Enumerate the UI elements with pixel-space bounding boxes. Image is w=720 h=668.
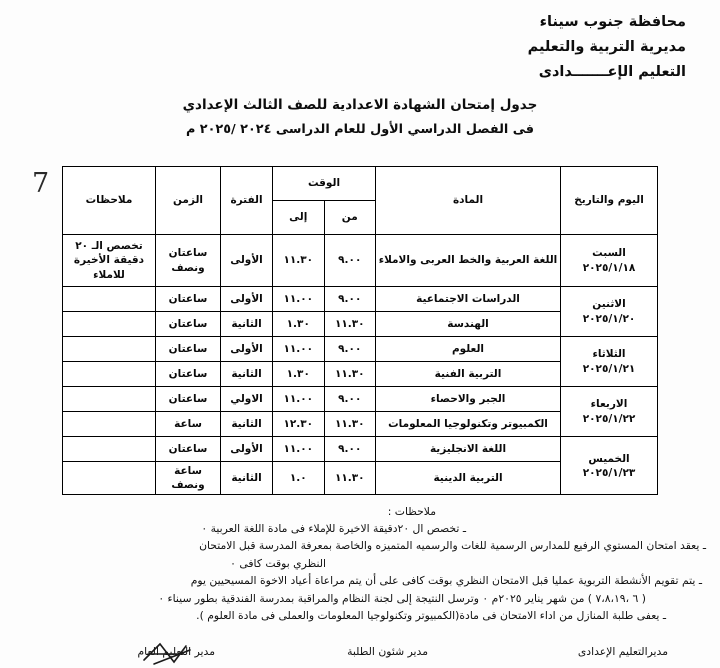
note-item-6: ـ يعفى طلبة المنازل من اداء الامتحان فى مادة(الكمبيوتر وتكنولوجيا المعلومات والعملى فى مادة العلوم ). bbox=[196, 609, 666, 623]
col-header-to: إلى bbox=[273, 201, 325, 235]
notes-section bbox=[14, 505, 706, 625]
day-date: ٢٠٢٥/١/١٨ bbox=[582, 261, 636, 274]
table-body bbox=[63, 235, 658, 495]
day-name: السبت bbox=[592, 247, 626, 260]
day-name: الثلاثاء bbox=[592, 348, 626, 361]
cell-period: الثانية bbox=[221, 362, 273, 387]
cell-note bbox=[63, 312, 156, 337]
day-date: ٢٠٢٥/١/٢٠ bbox=[582, 312, 636, 325]
cell-subject: اللغة الانجليزية bbox=[376, 437, 561, 462]
cell-duration: ساعة ونصف bbox=[156, 462, 221, 495]
cell-subject: الهندسة bbox=[376, 312, 561, 337]
cell-subject: العلوم bbox=[376, 337, 561, 362]
cell-duration: ساعتان bbox=[156, 362, 221, 387]
signature-prep-education-director: مديرالتعليم الإعدادى bbox=[577, 645, 668, 658]
cell-time-to: ١١.٠٠ bbox=[273, 287, 325, 312]
cell-time-to: ١١.٠٠ bbox=[273, 337, 325, 362]
letterhead-line-governorate: محافظة جنوب سيناء bbox=[539, 14, 686, 30]
cell-subject: الجبر والاحصاء bbox=[376, 387, 561, 412]
cell-time-from: ٩.٠٠ bbox=[324, 387, 376, 412]
cell-period: الأولى bbox=[221, 287, 273, 312]
col-header-duration: الزمن bbox=[156, 167, 221, 235]
cell-time-to: ١.٣٠ bbox=[273, 312, 325, 337]
cell-note: تخصص الـ ٢٠ دقيقة الأخيرة للاملاء bbox=[63, 235, 156, 287]
cell-period: الأولى bbox=[221, 235, 273, 287]
note-item-3: النظري بوقت كافى ٠ bbox=[230, 556, 326, 570]
day-name: الخميس bbox=[588, 452, 630, 465]
cell-time-to: ١١.٠٠ bbox=[273, 437, 325, 462]
cell-day-date bbox=[561, 387, 658, 437]
cell-duration: ساعتان bbox=[156, 312, 221, 337]
signature-student-affairs-director: مدير شئون الطلبة bbox=[347, 645, 428, 658]
signature-general-education-director: مدير التعليم العام bbox=[137, 645, 215, 658]
cell-subject: التربية الدينية bbox=[376, 462, 561, 495]
cell-subject: الكمبيوتر وتكنولوجيا المعلومات bbox=[376, 412, 561, 437]
note-item-4: ـ يتم تقويم الأنشطة التربوية عمليا قبل الامتحان النظري بوقت كافى على أن يتم مراعاة أعياد الاخوة المسيحيين يوم bbox=[190, 574, 702, 588]
day-date: ٢٠٢٥/١/٢١ bbox=[582, 362, 636, 375]
day-date: ٢٠٢٥/١/٢٢ bbox=[582, 412, 636, 425]
cell-note bbox=[63, 337, 156, 362]
cell-day-date bbox=[561, 235, 658, 287]
cell-time-from: ١١.٣٠ bbox=[324, 462, 376, 495]
cell-subject: التربية الفنية bbox=[376, 362, 561, 387]
cell-time-to: ١١.٣٠ bbox=[273, 235, 325, 287]
cell-note bbox=[63, 387, 156, 412]
cell-time-from: ٩.٠٠ bbox=[324, 235, 376, 287]
cell-day-date bbox=[561, 287, 658, 337]
cell-time-from: ٩.٠٠ bbox=[324, 337, 376, 362]
col-header-notes: ملاحظات bbox=[63, 167, 156, 235]
signature-footer bbox=[0, 626, 720, 664]
cell-note bbox=[63, 412, 156, 437]
cell-note bbox=[63, 437, 156, 462]
table-header-row bbox=[63, 167, 658, 201]
col-header-from: من bbox=[324, 201, 376, 235]
cell-note bbox=[63, 287, 156, 312]
col-header-period: الفترة bbox=[221, 167, 273, 235]
cell-period: الأولى bbox=[221, 337, 273, 362]
cell-time-from: ١١.٣٠ bbox=[324, 312, 376, 337]
letterhead-line-directorate: مديرية التربية والتعليم bbox=[527, 38, 686, 55]
day-name: الاربعاء bbox=[590, 398, 628, 411]
cell-subject: اللغة العربية والخط العربى والاملاء bbox=[376, 235, 561, 287]
title-line-secondary: فى الفصل الدراسي الأول للعام الدراسى ٢٠٢٤ /٢٠٢٥ م bbox=[185, 122, 535, 138]
cell-duration: ساعتان ونصف bbox=[156, 235, 221, 287]
cell-time-from: ٩.٠٠ bbox=[324, 287, 376, 312]
cell-note bbox=[63, 462, 156, 495]
notes-heading: ملاحظات : bbox=[387, 505, 436, 518]
cell-note bbox=[63, 362, 156, 387]
cell-time-from: ١١.٣٠ bbox=[324, 412, 376, 437]
cell-time-to: ١١.٠٠ bbox=[273, 387, 325, 412]
cell-period: الأولى bbox=[221, 437, 273, 462]
day-date: ٢٠٢٥/١/٢٣ bbox=[582, 466, 636, 479]
col-header-time: الوقت bbox=[273, 167, 376, 201]
cell-time-to: ١.٠ bbox=[273, 462, 325, 495]
exam-schedule-table bbox=[62, 166, 658, 495]
col-header-subject: المادة bbox=[376, 167, 561, 235]
cell-time-to: ١٢.٣٠ bbox=[273, 412, 325, 437]
table-row bbox=[63, 387, 658, 412]
page-number-mark: 7 bbox=[32, 168, 50, 199]
cell-duration: ساعتان bbox=[156, 437, 221, 462]
table-row bbox=[63, 337, 658, 362]
col-header-day-date: اليوم والتاريخ bbox=[561, 167, 658, 235]
cell-subject: الدراسات الاجتماعية bbox=[376, 287, 561, 312]
cell-duration: ساعتان bbox=[156, 337, 221, 362]
letterhead-line-stage: التعليم الإعـــــــدادى bbox=[538, 63, 686, 80]
title-line-primary: جدول إمتحان الشهادة الاعدادية للصف الثالث الإعدادي bbox=[182, 97, 538, 113]
cell-day-date bbox=[561, 437, 658, 495]
table-row bbox=[63, 287, 658, 312]
cell-period: الثانية bbox=[221, 312, 273, 337]
table-row bbox=[63, 437, 658, 462]
note-item-1: ـ تخصص ال ٢٠دقيقة الاخيرة للإملاء فى مادة اللغة العربية ٠ bbox=[201, 522, 466, 535]
cell-duration: ساعة bbox=[156, 412, 221, 437]
exam-schedule-table-wrapper bbox=[62, 166, 658, 495]
cell-period: الثانية bbox=[221, 412, 273, 437]
cell-time-from: ١١.٣٠ bbox=[324, 362, 376, 387]
note-item-5: ( ٦ ،٧،٨،١٩ ) من شهر يناير ٢٠٢٥م ٠ وترسل النتيجة إلى لجنة النظام والمراقبة بمدرسة الفندقية بطور سيناء ٠ bbox=[158, 591, 646, 605]
table-row bbox=[63, 235, 658, 287]
table-head bbox=[63, 167, 658, 235]
note-item-2: ـ يعقد امتحان المستوي الرفيع للمدارس الرسمية للغات والرسميه المتميزه والخاصة بمعرفة المدرسة قبل الامتحان bbox=[199, 539, 706, 553]
cell-duration: ساعتان bbox=[156, 387, 221, 412]
cell-day-date bbox=[561, 337, 658, 387]
cell-period: الاولي bbox=[221, 387, 273, 412]
cell-time-from: ٩.٠٠ bbox=[324, 437, 376, 462]
cell-time-to: ١.٣٠ bbox=[273, 362, 325, 387]
letterhead bbox=[528, 10, 686, 85]
day-name: الاثنين bbox=[592, 298, 626, 311]
page-title bbox=[0, 92, 720, 143]
cell-duration: ساعتان bbox=[156, 287, 221, 312]
cell-period: الثانية bbox=[221, 462, 273, 495]
